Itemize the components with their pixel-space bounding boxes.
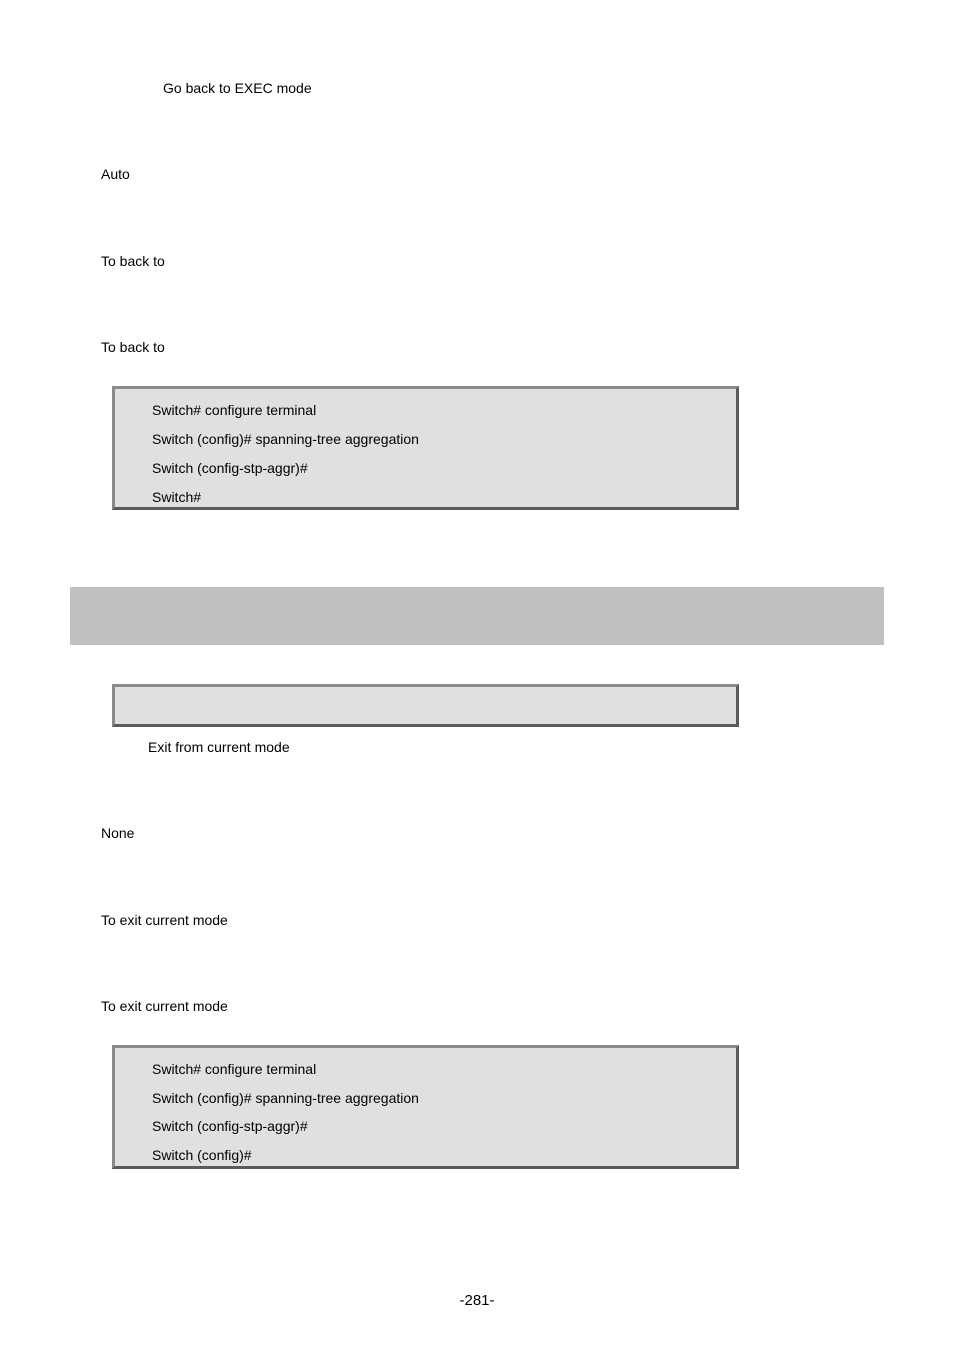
code-line: Switch (config-stp-aggr)#: [152, 1118, 308, 1134]
example-code-box: [112, 386, 739, 510]
command-default: None: [101, 825, 135, 841]
code-line: Switch# configure terminal: [152, 402, 317, 418]
code-line: Switch (config)# spanning-tree aggregation: [152, 1090, 419, 1106]
code-line: Switch (config-stp-aggr)#: [152, 460, 308, 476]
page-number: -281-: [459, 1292, 495, 1309]
example-code-box: [112, 1045, 739, 1169]
command-description: Exit from current mode: [148, 739, 290, 755]
command-usage: To exit current mode: [101, 912, 228, 928]
command-description: Go back to EXEC mode: [163, 80, 312, 96]
code-line: Switch# configure terminal: [152, 1061, 317, 1077]
command-usage: To back to: [101, 253, 165, 269]
example-intro: To back to: [101, 339, 165, 355]
example-intro: To exit current mode: [101, 998, 228, 1014]
command-default: Auto: [101, 166, 130, 182]
syntax-box: [112, 684, 739, 727]
code-line: Switch (config)# spanning-tree aggregation: [152, 431, 419, 447]
code-line: Switch#: [152, 489, 202, 505]
section-heading-band: [70, 587, 884, 645]
code-line: Switch (config)#: [152, 1147, 252, 1163]
